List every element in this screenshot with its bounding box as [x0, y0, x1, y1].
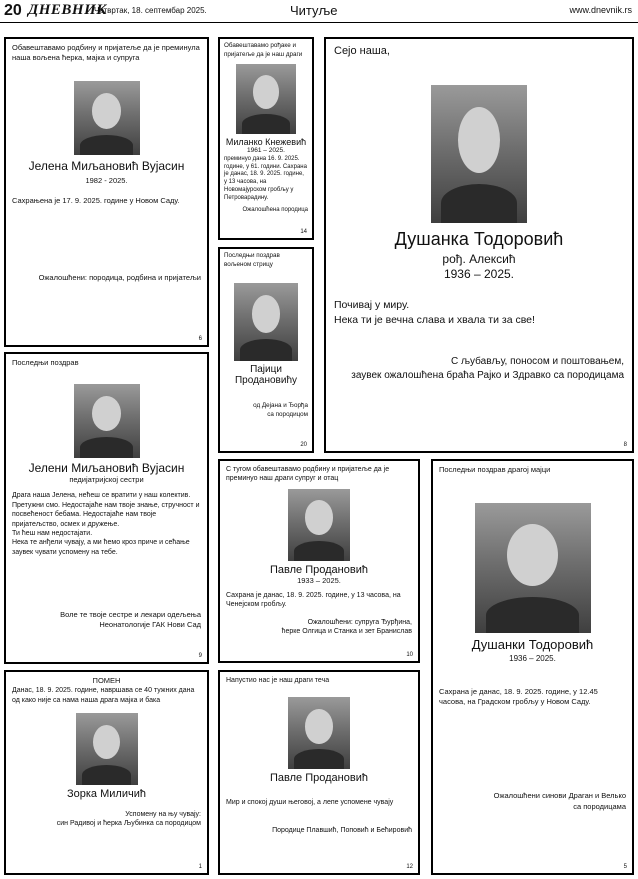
life-years: 1961 – 2025. — [247, 147, 285, 154]
portrait-photo — [475, 503, 591, 633]
obituary-5 — [431, 459, 634, 875]
obituary-signature: Ожалошћени: породица, родбина и пријатељи — [38, 273, 201, 282]
obituary-10 — [218, 459, 420, 663]
ad-number: 5 — [623, 864, 627, 870]
obituary-1 — [4, 670, 209, 875]
obituary-text-2: Ти ћеш нам недостајати. — [12, 530, 93, 537]
obituary-signature: од Дејана и Ђорђа — [253, 402, 308, 409]
portrait-photo — [74, 384, 140, 458]
obituary-text: преминуо дана 16. 9. 2025. године, у 61. години. Сахрана је данас, 18. 9. 2025. године, у 13 часова, на Новомајурском гробљу у Петроварадину. — [224, 155, 307, 201]
obituary-signature-2: са породицом — [267, 410, 308, 418]
deceased-surname: Продановићу — [234, 375, 298, 386]
deceased-name: Павле Продановић — [270, 772, 368, 785]
portrait-photo — [288, 489, 350, 561]
obituary-intro: Напустио нас је наш драги теча — [226, 677, 330, 684]
portrait-photo — [234, 283, 298, 361]
obituary-text: Сахрана је данас, 18. 9. 2025. године, у 13 часова, на Ченејском гробљу. — [226, 592, 401, 609]
farewell-line-1: Почивај у миру. — [334, 299, 410, 311]
obituary-signature: Воле те твоје сестре и лекари одељења Неонатологије ГАК Нови Сад — [60, 610, 201, 630]
obituary-subtitle: педијатријској сестри — [69, 475, 144, 485]
deceased-name: Душанки Тодоровић — [471, 637, 594, 653]
ad-number: 14 — [300, 229, 307, 235]
section-title: Читуље — [290, 3, 338, 18]
obituary-signature: Породице Плавшић, Поповић и Бећировић — [272, 826, 412, 834]
ad-number: 1 — [198, 864, 202, 870]
obituary-intro: Последњи поздрав драгој мајци — [439, 465, 551, 474]
farewell-line-2: Нека ти је вечна слава и хвала ти за све! — [334, 314, 535, 326]
deceased-name: Душанка Тодоровић — [394, 229, 564, 249]
portrait-photo — [431, 85, 527, 223]
obituary-signature: Ожалошћени синови Драган и Велько — [493, 791, 626, 800]
deceased-name: Пајици — [250, 364, 282, 375]
portrait-photo — [76, 713, 138, 785]
portrait-photo — [236, 64, 296, 134]
portrait-photo — [288, 697, 350, 769]
obituary-intro: Сејо наша, — [334, 45, 390, 57]
page-number: 20 — [4, 2, 22, 19]
obituary-signature: С љубављу, поносом и поштовањем, — [450, 356, 624, 367]
maiden-name: рођ. Алексић — [442, 252, 516, 266]
obituary-signature: Ожалошћена породица — [242, 206, 308, 213]
issue-date: Четвртак, 18. септембар 2025. — [94, 6, 207, 15]
life-years: 1982 - 2025. — [85, 176, 128, 186]
obituary-9 — [4, 352, 209, 664]
deceased-name: Миланко Кнежевић — [225, 137, 307, 147]
ad-number: 20 — [300, 442, 307, 448]
obituary-signature: Успомену на њу чувају: — [125, 811, 201, 818]
obituary-text-3: Нека те анђели чувају, а ми ћемо кроз приче и сећање заувек чувати успомену на тебе. — [12, 539, 190, 556]
deceased-name: Павле Продановић — [270, 563, 368, 576]
ad-number: 6 — [198, 336, 202, 342]
ad-number: 8 — [623, 442, 627, 448]
page-header — [0, 0, 638, 23]
obituary-signature: Ожалошћени: супруга Ђурђина, — [307, 618, 412, 626]
deceased-name: Зорка Миличић — [67, 788, 146, 800]
portrait-photo — [74, 81, 140, 155]
obituary-20 — [218, 247, 314, 453]
obituary-signature-2: ћерке Олгица и Станка и зет Бранислав — [281, 628, 412, 636]
deceased-name: Јелена Миљановић Вујасин — [28, 159, 185, 174]
obituary-signature-2: са породицама — [573, 802, 626, 811]
obituary-8 — [324, 37, 634, 453]
obituary-12 — [218, 670, 420, 875]
site-link[interactable]: www.dnevnik.rs — [569, 5, 632, 15]
ad-number: 10 — [406, 652, 413, 658]
deceased-name: Јелени Миљановић Вујасин — [28, 461, 185, 476]
obituary-intro: Последњи поздрав вољеном стрицу — [224, 252, 280, 268]
life-years: 1936 – 2025. — [509, 654, 556, 664]
life-years: 1936 – 2025. — [443, 267, 515, 281]
obituary-intro: Данас, 18. 9. 2025. године, навршава се 40 тужних дана од како није са нама наша драга мајка и бака — [12, 687, 195, 704]
obituary-intro: Обавештавамо родбину и пријатеље да је преминула наша вољена ћерка, мајка и супруга — [12, 43, 200, 63]
obituary-6 — [4, 37, 209, 347]
newspaper-logo: ДНЕВНИК — [28, 2, 107, 18]
ad-number: 9 — [198, 653, 202, 659]
obituary-14 — [218, 37, 314, 240]
life-years: 1933 – 2025. — [297, 575, 341, 585]
obituary-title: ПОМЕН — [92, 676, 121, 685]
ad-number: 12 — [406, 864, 413, 870]
obituary-text: Сахрањена је 17. 9. 2025. године у Новом Саду. — [12, 196, 180, 206]
obituary-text: Сахрана је данас, 18. 9. 2025. године, у 12.45 часова, на Градском гробљу у Новом Саду. — [439, 686, 598, 707]
obituary-intro: Последњи поздрав — [12, 358, 79, 367]
obituary-signature-2: син Радивој и ћерка Љубинка са породицом — [56, 820, 201, 828]
obituary-text: Мир и спокој души његовој, а лепе успомене чувају — [226, 799, 394, 807]
obituary-signature-2: заувек ожалошћена браћа Рајко и Здравко са породицама — [351, 370, 624, 381]
obituary-text: Драга наша Јелена, нећеш се вратити у наш колектив. Претужни смо. Недостајаће нам твоје знање, стручност и посвећеност бебама. Недостајаће нам твоје пријатељство, осмех и дружење. — [12, 492, 200, 528]
obituary-intro: Обавештавамо рођаке и пријатеље да је наш драги — [224, 42, 303, 58]
obituary-intro: С тугом обавештавамо родбину и пријатеље да је преминуо наш драги супруг и отац — [226, 466, 390, 483]
